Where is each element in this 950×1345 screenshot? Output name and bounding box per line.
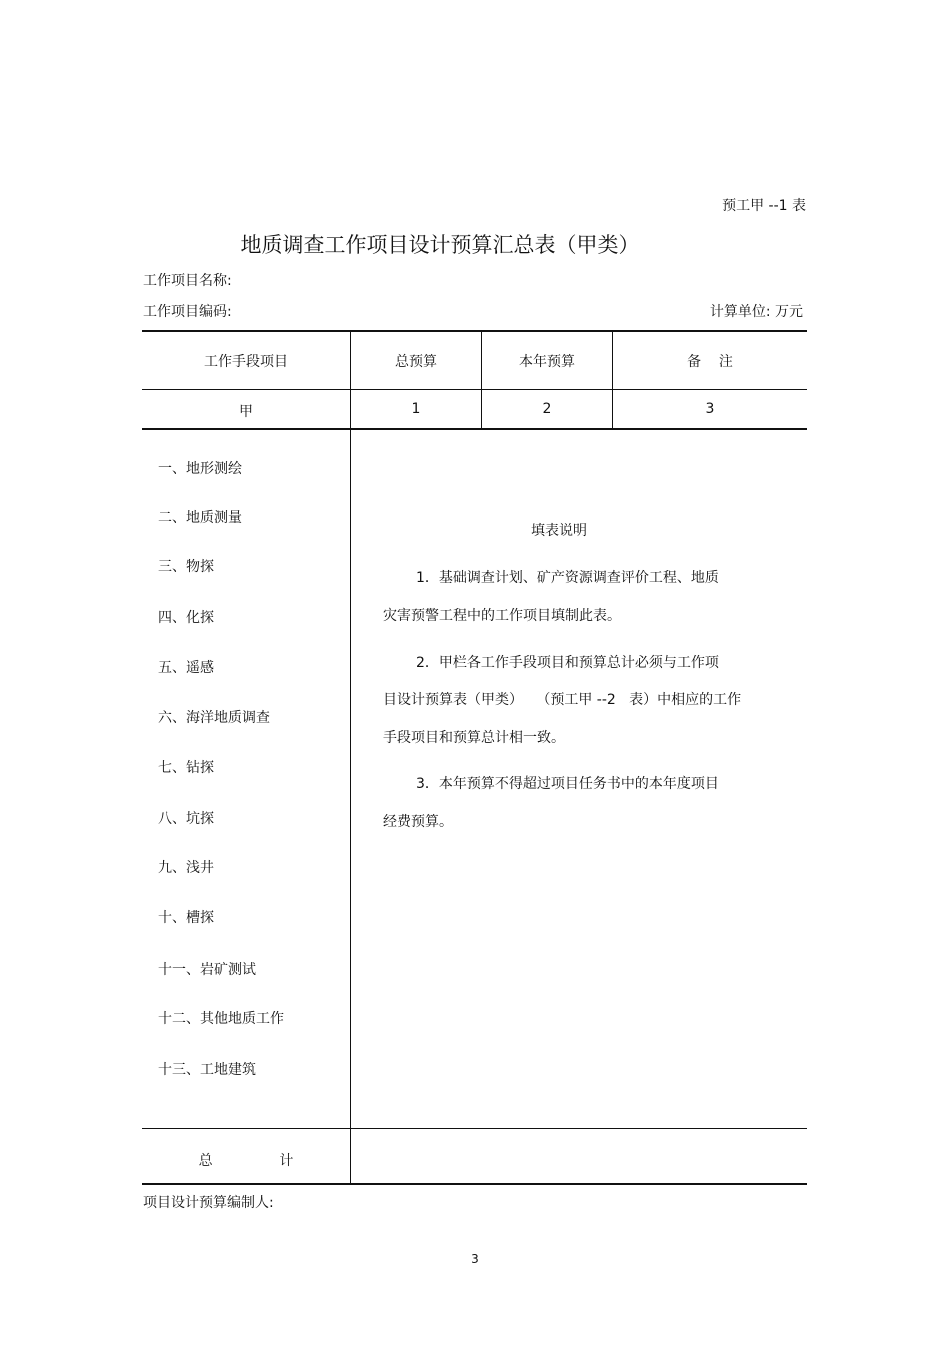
total-row-divider xyxy=(142,1128,807,1129)
list-item: 十一、岩矿测试 xyxy=(158,962,256,978)
list-item: 十、槽探 xyxy=(158,910,214,926)
list-item: 八、坑探 xyxy=(158,811,214,827)
page-title: 地质调查工作项目设计预算汇总表（甲类） xyxy=(240,233,640,257)
index-row-divider xyxy=(142,428,807,430)
list-item: 五、遥感 xyxy=(158,660,214,676)
index-jia: 甲 xyxy=(239,404,253,420)
header-total-budget: 总预算 xyxy=(395,354,437,370)
index-3: 3 xyxy=(705,401,715,417)
table-top-border xyxy=(142,330,807,332)
list-item: 四、化探 xyxy=(158,610,214,626)
list-item: 二、地质测量 xyxy=(158,510,242,526)
instruction-line: 目设计预算表（甲类） （预工甲 --2 表）中相应的工作 xyxy=(383,692,742,708)
index-1: 1 xyxy=(411,401,421,417)
list-item: 一、地形测绘 xyxy=(158,461,242,477)
instruction-line: 2．甲栏各工作手段项目和预算总计必须与工作项 xyxy=(416,655,719,671)
table-bottom-border xyxy=(142,1183,807,1185)
list-item: 十二、其他地质工作 xyxy=(158,1011,284,1027)
header-work-method: 工作手段项目 xyxy=(204,354,288,370)
form-code: 预工甲 --1 表 xyxy=(722,198,806,214)
instruction-line: 经费预算。 xyxy=(383,814,453,830)
instructions-heading: 填表说明 xyxy=(531,523,587,539)
column-divider-1 xyxy=(350,331,351,1184)
project-name-label: 工作项目名称: xyxy=(143,273,232,289)
page-number: 3 xyxy=(471,1252,479,1266)
instruction-line: 3．本年预算不得超过项目任务书中的本年度项目 xyxy=(416,776,719,792)
list-item: 三、物探 xyxy=(158,559,214,575)
list-item: 十三、工地建筑 xyxy=(158,1062,256,1078)
list-item: 七、钻探 xyxy=(158,760,214,776)
preparer-label: 项目设计预算编制人: xyxy=(143,1195,274,1211)
header-remarks: 备 注 xyxy=(687,354,733,370)
header-annual-budget: 本年预算 xyxy=(519,354,575,370)
total-label: 总 计 xyxy=(198,1153,294,1169)
project-code-label: 工作项目编码: xyxy=(143,304,232,320)
index-2: 2 xyxy=(542,401,552,417)
list-item: 九、浅井 xyxy=(158,860,214,876)
unit-label: 计算单位: 万元 xyxy=(709,304,803,320)
instruction-line: 1．基础调查计划、矿产资源调查评价工程、地质 xyxy=(416,570,719,586)
list-item: 六、海洋地质调查 xyxy=(158,710,270,726)
instruction-line: 手段项目和预算总计相一致。 xyxy=(383,730,565,746)
header-divider xyxy=(142,389,807,390)
instruction-line: 灾害预警工程中的工作项目填制此表。 xyxy=(383,608,621,624)
